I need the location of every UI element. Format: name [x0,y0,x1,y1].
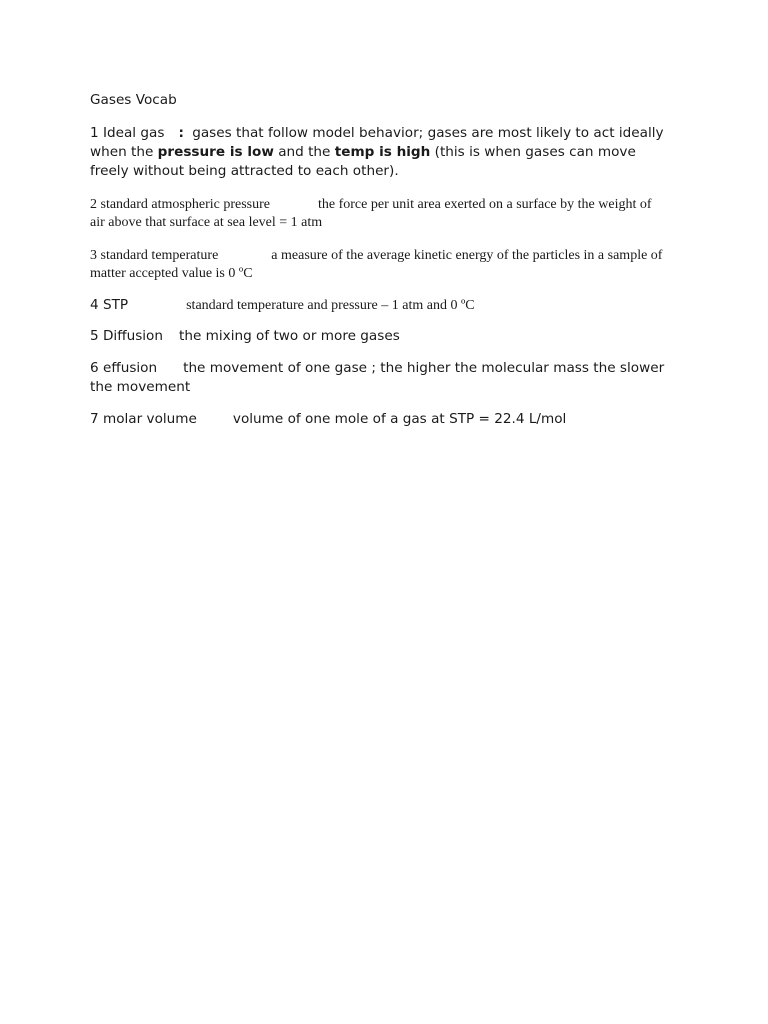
definition-ideal-gas-part-3: and the [273,144,335,160]
entry-ideal-gas-line-2 [90,143,636,162]
definition-molar-volume: volume of one mole of a gas at STP = 22.4 L/mol [232,411,567,427]
term-diffusion: 5 Diffusion [90,328,163,344]
emphasis-temp-high: temp is high [334,144,431,160]
term-standard-temperature: 3 standard temperature [90,248,219,263]
entry-ideal-gas-line-3: freely without being attracted to each other). [90,163,399,179]
term-colon: : [178,125,184,141]
term-stp: 4 STP [90,297,129,313]
definition-stp: standard temperature and pressure – 1 atm and 0 ºC [186,298,475,313]
definition-effusion-1: the movement of one gase ; the higher the molecular mass the slower [183,360,665,376]
definition-ideal-gas-part-1: gases that follow model behavior; gases are most likely to act ideally [192,125,664,141]
term-standard-atmospheric-pressure: 2 standard atmospheric pressure [90,197,270,212]
definition-ideal-gas-part-4: (this is when gases can move [430,144,636,160]
definition-ideal-gas-part-2: when the [90,144,158,160]
term-molar-volume: 7 molar volume [90,411,197,427]
entry-standard-temperature-line-1 [90,247,662,265]
entry-effusion-line-2: the movement [90,379,191,395]
entry-effusion-line-1 [90,359,664,378]
emphasis-pressure-low: pressure is low [157,144,274,160]
entry-diffusion [90,327,400,346]
entry-molar-volume [90,410,566,429]
entry-stp [90,296,475,315]
term-effusion: 6 effusion [90,360,158,376]
entry-standard-temperature-line-2: matter accepted value is 0 ºC [90,266,253,281]
definition-diffusion: the mixing of two or more gases [179,328,400,344]
entry-standard-atmospheric-pressure-line-2: air above that surface at sea level = 1 atm [90,215,323,230]
entry-standard-atmospheric-pressure-line-1 [90,196,652,214]
definition-standard-atmospheric-pressure-1: the force per unit area exerted on a surface by the weight of [318,197,652,212]
document-title: Gases Vocab [90,92,177,108]
term-ideal-gas: 1 Ideal gas [90,125,165,141]
definition-standard-temperature-1: a measure of the average kinetic energy of the particles in a sample of [271,248,663,263]
entry-ideal-gas-line-1 [90,124,664,143]
